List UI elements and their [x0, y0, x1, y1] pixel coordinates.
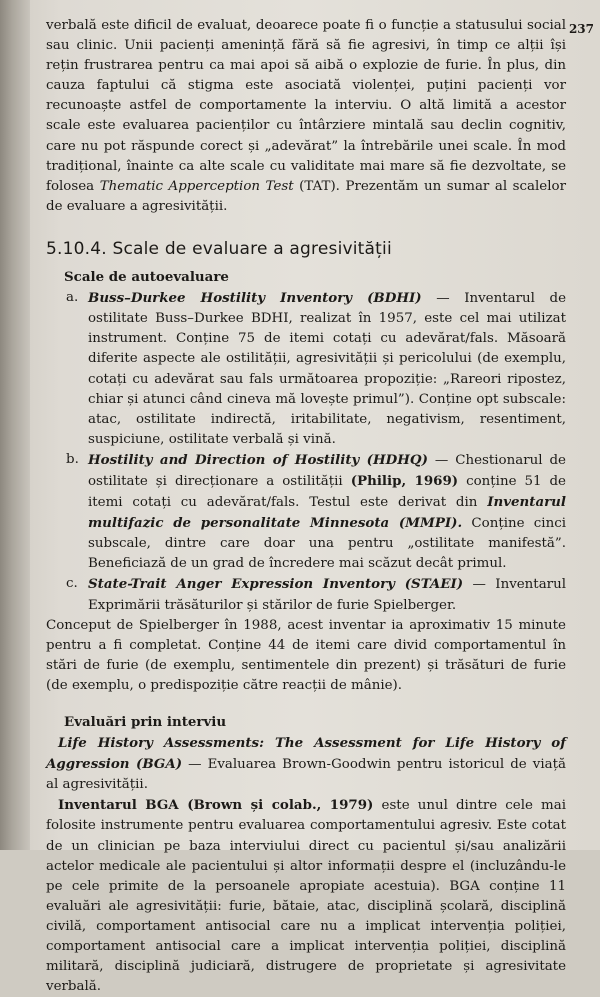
mmpi-title: Inventarul multifazic de personalitate Minnesota (MMPI).: [88, 494, 566, 532]
lha-paragraph: [46, 733, 566, 795]
interview-section: [46, 712, 566, 997]
intro-paragraph: [46, 16, 566, 217]
scale-description: — Chestionarul de ostilitate și direcționare a ostilității: [88, 452, 566, 489]
intro-text: verbală este dificil de evaluat, deoarece poate fi o funcție a statusului social sau clinic. Unii pacienți amenință fără să fie agresivi, în timp ce alții își rețin frustrarea pentru ca mai apoi să aibă o explozie de furie. În plus, din cauza faptului că stigma este asociată violenței, puțini pacienți vor recunoaște astfel de comportamente la interviu. O altă limită a acestor scale este evaluarea pacienților cu întârziere mintală sau declin cognitiv, care nu pot răspunde corect și „adevărat” la întrebările unei scale. În mod tradițional, înainte ca alte scale cu validitate mai mare să fie dezvoltate, se folosea: [46, 18, 566, 194]
section-heading: 5.10.4. Scale de evaluare a agresivității: [46, 238, 392, 259]
after-list-paragraph: Conceput de Spielberger în 1988, acest inventar ia aproximativ 15 minute pentru a fi completat. Conține 44 de itemi care divid comportamentul în stări de furie (de exemplu, sentimentele din prezent) și trăsături de furie (de exemplu, o predispoziție către reacții de mânie).: [46, 617, 566, 693]
scale-description: — Inventarul de ostilitate Buss–Durkee BDHI, realizat în 1957, este cel mai utilizat instrument. Conține 75 de itemi cotați cu adevărat/fals. Măsoară diferite aspecte ale ostilității, agresivității și pericolului (de exemplu, cotați cu adevărat sau fals următoarea propoziție: „Rareori ripostez, chiar și atunci când cineva mă lovește primul”). Conține opt subscale: atac, ostilitate indirectă, iritabilitate, negativism, resentiment, suspiciune, ostilitate verbală și vină.: [88, 291, 567, 447]
bga-text: este unul dintre cele mai folosite instrumente pentru evaluarea comportamentului agresiv. Este cotat de un clinician pe baza interviului direct cu pacientul și/sau analizării actelor medicale ale pacientului și altor informații despre el (incluzându-le pe cele primite de la persoanele apropiate acestuia). BGA conține 11 evaluări ale agresivității: furie, bătaie, atac, disciplină școlară, disciplină civilă, comportament antisocial care nu a implicat intervenția poliției, comportament antisocial care a implicat intervenția poliției, disciplină militară, disciplină judiciară, distrugere de proprietate și agresivitate verbală.: [46, 798, 566, 995]
list-item: [46, 288, 566, 450]
scale-list: [46, 288, 566, 616]
bga-title: Inventarul BGA (Brown și colab., 1979): [58, 797, 374, 814]
list-marker: a.: [66, 290, 79, 306]
page-number: 237: [568, 22, 594, 36]
bga-paragraph: [46, 795, 566, 997]
scale-description: Conține cinci subscale, dintre care doar una pentru „ostilitate manifestă”. Beneficiază de un grad de încredere mai scăzut decât primul.: [88, 516, 566, 572]
scale-title: Hostility and Direction of Hostility (HDHQ): [88, 451, 428, 468]
lha-title: Life History Assessments: The Assessment for Life History of Aggression (BGA): [46, 735, 566, 773]
scale-title: Buss–Durkee Hostility Inventory (BDHI): [88, 290, 422, 307]
scale-description: — Inventarul Exprimării trăsăturilor și stărilor de furie Spielberger.: [88, 577, 566, 613]
interview-heading: Evaluări prin interviu: [64, 714, 227, 730]
list-marker: c.: [66, 576, 78, 592]
citation: (Philip, 1969): [350, 472, 459, 489]
list-marker: b.: [66, 451, 79, 467]
self-eval-heading: Scale de autoevaluare: [64, 269, 229, 286]
tat-title: Thematic Apperception Test: [99, 178, 294, 194]
list-item: [46, 450, 566, 575]
list-item: [46, 574, 566, 615]
scale-description: conține 51 de itemi cotați cu adevărat/fals. Testul este derivat din: [88, 473, 566, 511]
scale-title: State-Trait Anger Expression Inventory (STAEI): [88, 576, 464, 593]
lha-text: — Evaluarea Brown-Goodwin pentru istoricul de viață al agresivității.: [46, 757, 566, 793]
intro-text-end: (TAT). Prezentăm un sumar al scalelor de evaluare a agresivității.: [46, 178, 566, 214]
book-spine-shadow: [0, 0, 30, 850]
